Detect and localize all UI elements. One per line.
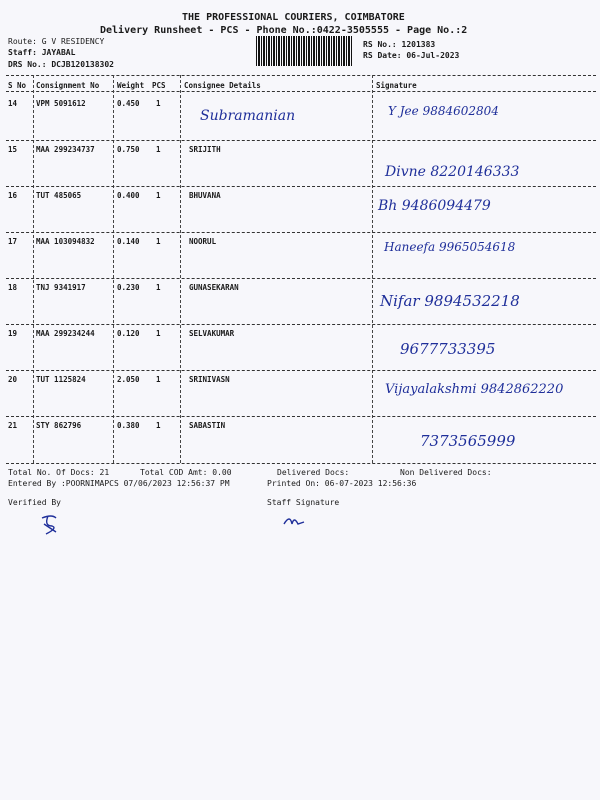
row-consignee: SELVAKUMAR xyxy=(189,329,235,338)
drs-number: DRS No.: DCJB120138302 xyxy=(8,60,114,69)
row-consignment: MAA 299234737 xyxy=(36,145,95,154)
row-separator xyxy=(6,416,596,417)
col-sno: S No xyxy=(8,81,27,90)
staff-signature-label: Staff Signature xyxy=(267,498,340,507)
row-pcs: 1 xyxy=(156,329,161,338)
table-header-rule xyxy=(6,91,596,92)
runsheet-title: Delivery Runsheet - PCS - Phone No.:0422-3505555 - Page No.:2 xyxy=(100,25,468,36)
row-consignment: VPM 5091612 xyxy=(36,99,86,108)
signature: Haneefa 9965054618 xyxy=(384,240,516,254)
entered-by: Entered By :POORNIMAPCS 07/06/2023 12:56:37 PM xyxy=(8,479,230,488)
row-separator xyxy=(6,186,596,187)
signature: 9677733395 xyxy=(400,340,496,358)
route: Route: G V RESIDENCY xyxy=(8,37,105,46)
col-consignment: Consignment No xyxy=(36,81,100,90)
signature: Bh 9486094479 xyxy=(378,198,491,214)
row-sno: 18 xyxy=(8,283,18,292)
col-weight: Weight xyxy=(117,81,145,90)
row-consignee: SABASTIN xyxy=(189,421,226,430)
col-pcs: PCS xyxy=(152,81,166,90)
row-consignee: GUNASEKARAN xyxy=(189,283,239,292)
signature: Vijayalakshmi 9842862220 xyxy=(385,382,564,397)
row-separator xyxy=(6,232,596,233)
col-divider xyxy=(180,75,181,463)
row-weight: 0.450 xyxy=(117,99,140,108)
table-top-rule xyxy=(6,75,596,76)
row-separator xyxy=(6,324,596,325)
col-consignee: Consignee Details xyxy=(184,81,261,90)
row-consignment: TNJ 9341917 xyxy=(36,283,86,292)
col-divider xyxy=(33,75,34,463)
row-weight: 0.750 xyxy=(117,145,140,154)
col-divider xyxy=(372,75,373,463)
row-separator xyxy=(6,278,596,279)
row-consignee: SRINIVASN xyxy=(189,375,230,384)
barcode xyxy=(256,36,352,66)
row-weight: 0.140 xyxy=(117,237,140,246)
row-consignee: SRIJITH xyxy=(189,145,221,154)
row-weight: 0.400 xyxy=(117,191,140,200)
delivered-docs: Delivered Docs: xyxy=(277,468,350,477)
verified-by-signature xyxy=(38,512,62,538)
row-consignee: BHUVANA xyxy=(189,191,221,200)
row-consignment: MAA 299234244 xyxy=(36,329,95,338)
row-pcs: 1 xyxy=(156,237,161,246)
verified-by: Verified By xyxy=(8,498,61,507)
row-weight: 0.120 xyxy=(117,329,140,338)
row-consignment: TUT 485065 xyxy=(36,191,82,200)
row-sno: 21 xyxy=(8,421,18,430)
row-sno: 19 xyxy=(8,329,18,338)
signature: Divne 8220146333 xyxy=(385,164,520,180)
non-delivered-docs: Non Delivered Docs: xyxy=(400,468,492,477)
row-consignment: TUT 1125824 xyxy=(36,375,86,384)
total-docs: Total No. Of Docs: 21 xyxy=(8,468,110,477)
row-pcs: 1 xyxy=(156,283,161,292)
row-sno: 20 xyxy=(8,375,18,384)
signature: Y Jee 9884602804 xyxy=(388,104,499,118)
row-sno: 17 xyxy=(8,237,18,246)
company-name: THE PROFESSIONAL COURIERS, COIMBATORE xyxy=(182,12,405,23)
row-separator xyxy=(6,140,596,141)
row-pcs: 1 xyxy=(156,191,161,200)
row-weight: 0.230 xyxy=(117,283,140,292)
row-pcs: 1 xyxy=(156,99,161,108)
signature: Nifar 9894532218 xyxy=(380,292,520,310)
row-pcs: 1 xyxy=(156,145,161,154)
row-pcs: 1 xyxy=(156,421,161,430)
row-sno: 15 xyxy=(8,145,18,154)
col-divider xyxy=(113,75,114,463)
staff-signature xyxy=(282,512,308,530)
row-pcs: 1 xyxy=(156,375,161,384)
total-cod: Total COD Amt: 0.00 xyxy=(140,468,232,477)
staff: Staff: JAYABAL xyxy=(8,48,76,57)
row-weight: 2.050 xyxy=(117,375,140,384)
row-separator xyxy=(6,370,596,371)
signature: 7373565999 xyxy=(420,432,516,450)
row-sno: 16 xyxy=(8,191,18,200)
row-consignee: NOORUL xyxy=(189,237,217,246)
rs-number: RS No.: 1201383 xyxy=(363,40,436,49)
row-consignment: STY 862796 xyxy=(36,421,82,430)
row-sno: 14 xyxy=(8,99,18,108)
printed-on: Printed On: 06-07-2023 12:56:36 xyxy=(267,479,417,488)
col-signature: Signature xyxy=(376,81,417,90)
table-bottom-rule xyxy=(6,463,596,464)
rs-date: RS Date: 06-Jul-2023 xyxy=(363,51,460,60)
row-consignment: MAA 103094832 xyxy=(36,237,95,246)
row-weight: 0.380 xyxy=(117,421,140,430)
handwritten-consignee: Subramanian xyxy=(200,108,296,124)
